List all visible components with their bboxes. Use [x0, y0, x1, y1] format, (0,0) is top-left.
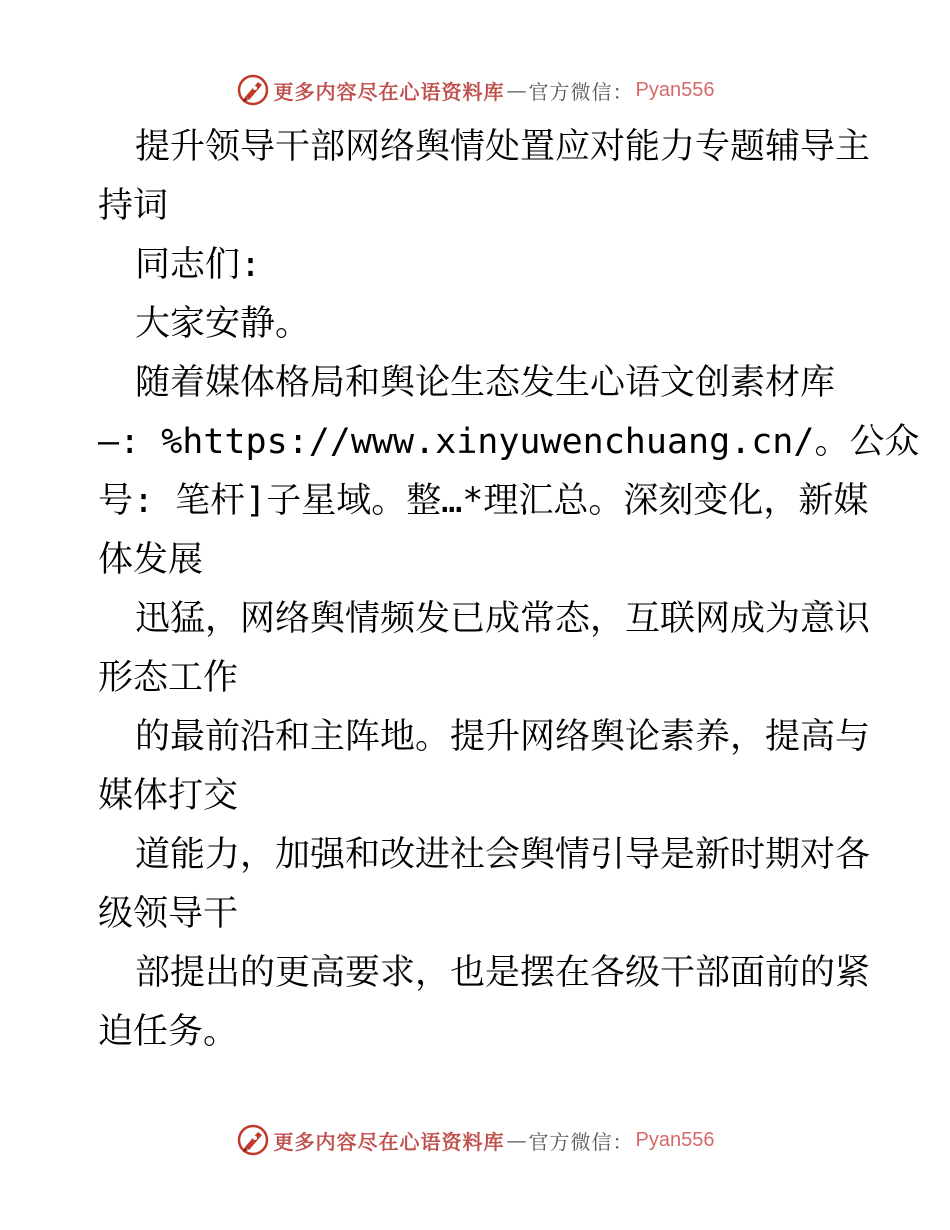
- footer-banner: [0, 1120, 950, 1160]
- banner-main-text: 更多内容尽在心语资料库: [273, 79, 505, 104]
- paragraph-line: 形态工作: [98, 658, 239, 698]
- title-line-1: 提升领导干部网络舆情处置应对能力专题辅导主: [135, 127, 871, 167]
- paragraph-line: 号: 笔杆]子星域。整…*理汇总。深刻变化，新媒: [98, 481, 869, 521]
- header-banner: [0, 70, 950, 110]
- paragraph-line: 的最前沿和主阵地。提升网络舆论素养，提高与: [135, 717, 871, 757]
- paragraph-line: 迅猛，网络舆情频发已成常态，互联网成为意识: [135, 599, 871, 639]
- title-line-2: 持词: [98, 186, 169, 226]
- banner-label: 官方微信：: [528, 1129, 634, 1154]
- document-body: [98, 118, 920, 1062]
- paragraph-line: 迫任务。: [98, 1012, 239, 1052]
- paragraph-line: 大家安静。: [135, 304, 311, 344]
- paragraph-line: 级领导干: [98, 894, 239, 934]
- banner-wechat-id: Pyan556: [635, 78, 715, 101]
- paragraph-line: 体发展: [98, 540, 204, 580]
- salutation: 同志们:: [135, 245, 262, 285]
- paragraph-line: 随着媒体格局和舆论生态发生心语文创素材库: [135, 363, 836, 403]
- banner-dash: —: [506, 78, 527, 102]
- pen-logo-icon: [236, 1123, 270, 1157]
- banner-main-text: 更多内容尽在心语资料库: [273, 1129, 505, 1154]
- paragraph-line: 道能力，加强和改进社会舆情引导是新时期对各: [135, 835, 871, 875]
- banner-wechat-id: Pyan556: [635, 1128, 715, 1151]
- paragraph-line: 媒体打交: [98, 776, 239, 816]
- banner-dash: —: [506, 1128, 527, 1152]
- paragraph-line: —: %https://www.xinyuwenchuang.cn/。公众: [98, 422, 920, 462]
- paragraph-line: 部提出的更高要求，也是摆在各级干部面前的紧: [135, 953, 871, 993]
- pen-logo-icon: [236, 73, 270, 107]
- banner-label: 官方微信：: [528, 79, 634, 104]
